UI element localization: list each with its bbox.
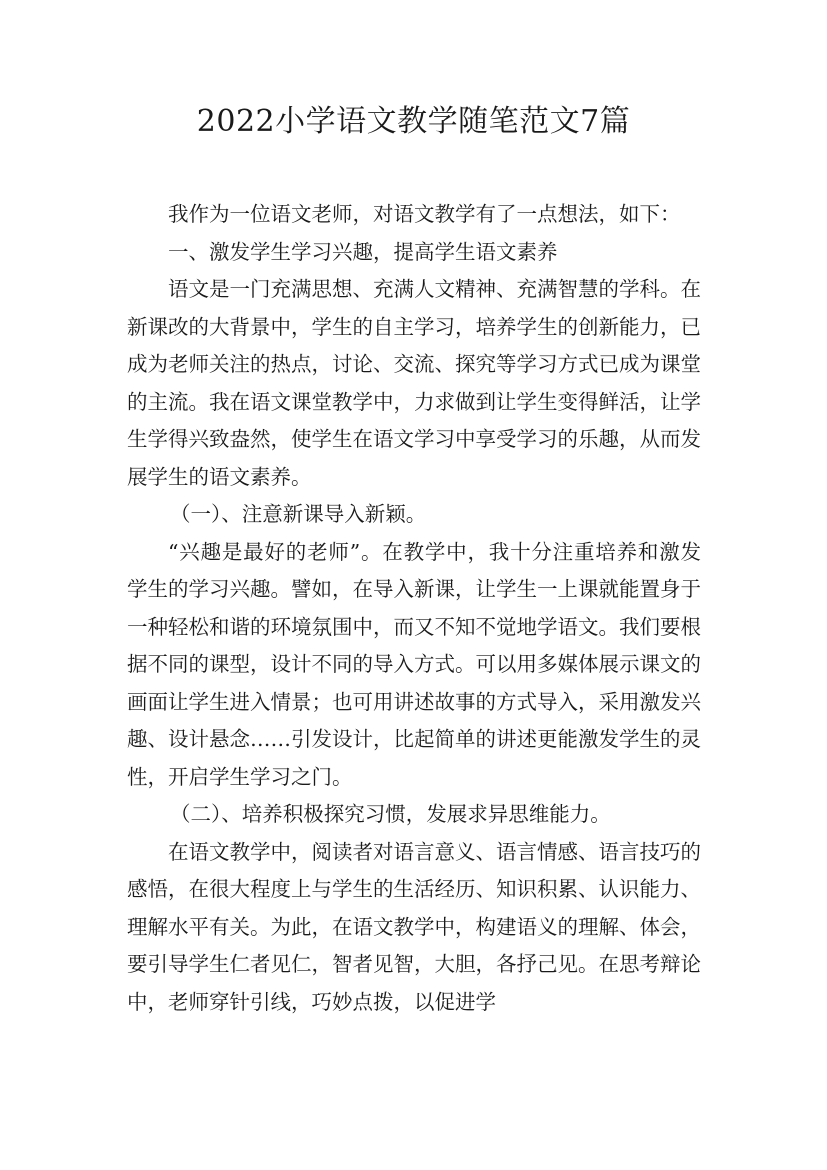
subsection-heading-1: （一）、注意新课导入新颖。 — [170, 502, 427, 526]
body-paragraph: 在语文教学中，阅读者对语言意义、语言情感、语言技巧的感悟，在很大程度上与学生的生活经历、知识积累、认识能力、理解水平有关。为此，在语文教学中，构建语义的理解、体会，要引导学生仁者见仁，智者见智，大胆，各抒己见。在思考辩论中，老师穿针引线，巧妙点拨，以促进学 — [127, 839, 701, 1014]
document-title: 2022小学语文教学随笔范文7篇 — [196, 104, 631, 139]
section-heading-1: 一、激发学生学习兴趣，提高学生语文素养 — [168, 239, 558, 264]
subsection-heading-2: （二）、培养积极探究习惯，发展求异思维能力。 — [170, 802, 611, 826]
intro-paragraph: 我作为一位语文老师，对语文教学有了一点想法，如下： — [168, 202, 681, 226]
document-body — [127, 196, 701, 1021]
body-paragraph: “兴趣是最好的老师”。在教学中，我十分注重培养和激发学生的学习兴趣。譬如，在导入新课，让学生一上课就能置身于一种轻松和谐的环境氛围中，而又不知不觉地学语文。我们要根据不同的课型，设计不同的导入方式。可以用多媒体展示课文的画面让学生进入情景；也可用讲述故事的方式导入，采用激发兴趣、设计悬念……引发设计，比起简单的讲述更能激发学生的灵性，开启学生学习之门。 — [127, 539, 701, 789]
body-paragraph: 语文是一门充满思想、充满人文精神、充满智慧的学科。在新课改的大背景中，学生的自主学习，培养学生的创新能力，已成为老师关注的热点，讨论、交流、探究等学习方式已成为课堂的主流。我在语文课堂教学中，力求做到让学生变得鲜活，让学生学得兴致盎然，使学生在语文学习中享受学习的乐趣，从而发展学生的语文素养。 — [127, 277, 701, 489]
